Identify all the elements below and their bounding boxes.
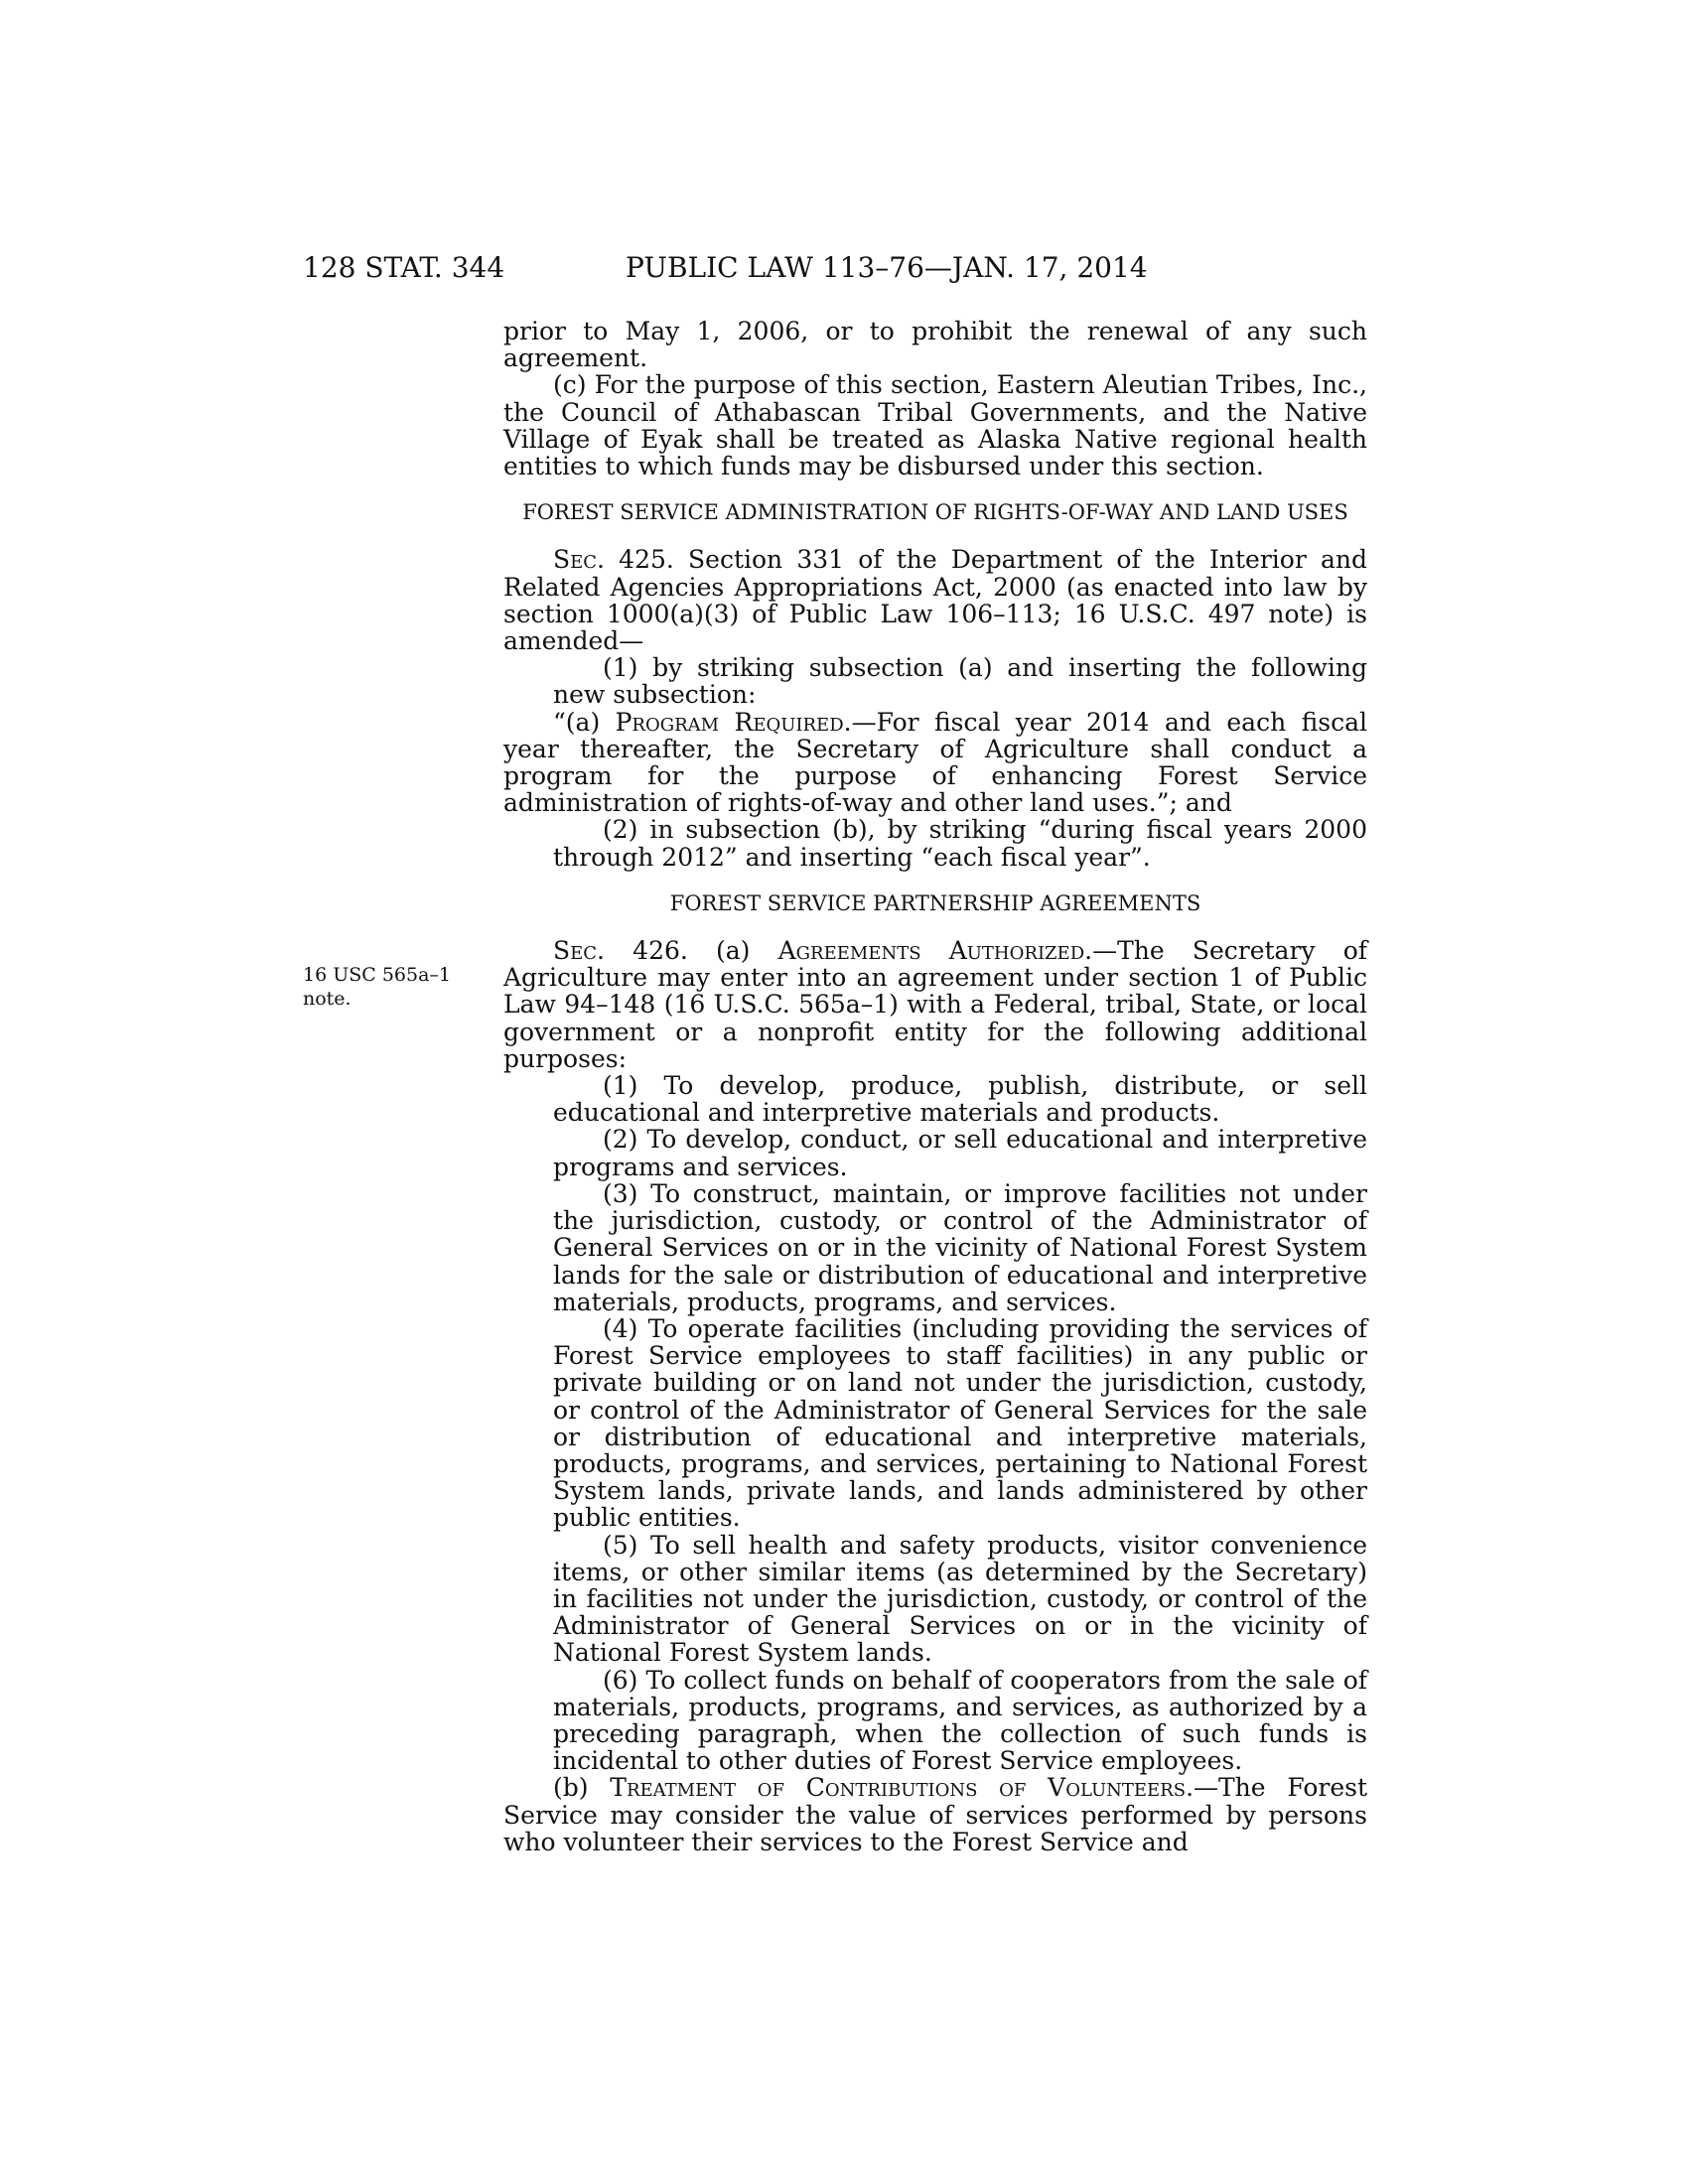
section-426-paragraph-4: (4) To operate facilities (including providing the services of Forest Service employees to staff facilities) in any public or private building or on land not under the jurisdiction, custody, or control of the Administrator of General Services for the sale or distribution of educational and interpretive materials, products, programs, and services, pertaining to National Forest System lands, private lands, and lands administered by other public entities. xyxy=(553,1313,1367,1533)
section-426-paragraph-5: (5) To sell health and safety products, visitor convenience items, or other similar items (as determined by the Secretary) in facilities not under the jurisdiction, custody, or control of the Administrator of General Services on or in the vicinity of National Forest System lands. xyxy=(553,1530,1367,1668)
subsection-a-heading: Agreements Authorized xyxy=(777,936,1085,966)
subsection-b-heading: Treatment of Contributions of Volunteers xyxy=(610,1773,1187,1803)
section-426-paragraph-2: (2) To develop, conduct, or sell educational and interpretive programs and services. xyxy=(553,1125,1367,1181)
public-law-title: PUBLIC LAW 113–76—JAN. 17, 2014 xyxy=(626,251,1148,284)
section-426-intro xyxy=(503,937,1367,1072)
page-header xyxy=(303,248,1201,288)
section-425-paragraph-1: (1) by striking subsection (a) and inserting the following new subsection: xyxy=(553,653,1367,710)
statute-page-number: 128 STAT. 344 xyxy=(303,251,505,284)
section-label: Sec. xyxy=(553,936,605,966)
section-heading-426: FOREST SERVICE PARTNERSHIP AGREEMENTS xyxy=(669,890,1201,915)
margin-note-citation: 16 USC 565a–1 xyxy=(303,964,452,986)
section-heading-425: FOREST SERVICE ADMINISTRATION OF RIGHTS-OF-WAY AND LAND USES xyxy=(522,500,1348,525)
section-425-paragraph-2: (2) in subsection (b), by striking “during fiscal years 2000 through 2012” and inserting “each fiscal year”. xyxy=(553,815,1367,872)
quote-heading: Program Required xyxy=(615,707,844,737)
section-425-intro xyxy=(503,546,1367,654)
subsection-b-text: .—The Forest Service may consider the value of services performed by persons who volunteer their services to the Forest Service and xyxy=(503,1773,1367,1856)
document-body xyxy=(503,318,1367,1855)
section-label: Sec. xyxy=(553,545,605,575)
quote-text: .—For fiscal year 2014 and each fiscal year thereafter, the Secretary of Agriculture shall conduct a program for the purpose of enhancing Forest Service administration of rights-of-way and other land uses.”; and xyxy=(503,707,1368,818)
margin-note xyxy=(303,963,477,1011)
section-426-text: .—The Secretary of Agriculture may enter into an agreement under section 1 of Public Law 94–148 (16 U.S.C. 565a–1) with a Federal, tribal, State, or local government or a nonprofit entity for the following additional purposes: xyxy=(503,936,1368,1073)
section-426-paragraph-6: (6) To collect funds on behalf of cooperators from the sale of materials, products, programs, and services, as authorized by a preceding paragraph, when the collection of such funds is incidental to other duties of Forest Service employees. xyxy=(553,1665,1367,1776)
section-425-text: 425. Section 331 of the Department of the Interior and Related Agencies Appropriations Act, 2000 (as enacted into law by section 1000(a)(3) of Public Law 106–113; 16 U.S.C. 497 note) is amended— xyxy=(503,545,1367,656)
section-426-subsection-b xyxy=(503,1774,1367,1855)
quote-prefix: “(a) xyxy=(553,707,616,737)
margin-note-label: note. xyxy=(303,988,352,1010)
section-426-paragraph-3: (3) To construct, maintain, or improve facilities not under the jurisdiction, custody, or control of the Administrator of General Services on or in the vicinity of National Forest System lands for the sale or distribution of educational and interpretive materials, products, programs, and services. xyxy=(553,1178,1367,1316)
section-425-quoted-subsection xyxy=(503,709,1367,817)
subsection-c: (c) For the purpose of this section, Eastern Aleutian Tribes, Inc., the Council of Athabascan Tribal Governments, and the Native Village of Eyak shall be treated as Alaska Native regional health entities to which funds may be disbursed under this section. xyxy=(503,370,1367,481)
section-426-paragraph-1: (1) To develop, produce, publish, distribute, or sell educational and interpretive materials and products. xyxy=(553,1071,1367,1128)
section-426-prefix: 426. (a) xyxy=(605,936,778,966)
continued-paragraph: prior to May 1, 2006, or to prohibit the renewal of any such agreement. xyxy=(503,317,1367,373)
subsection-b-prefix: (b) xyxy=(553,1773,611,1803)
